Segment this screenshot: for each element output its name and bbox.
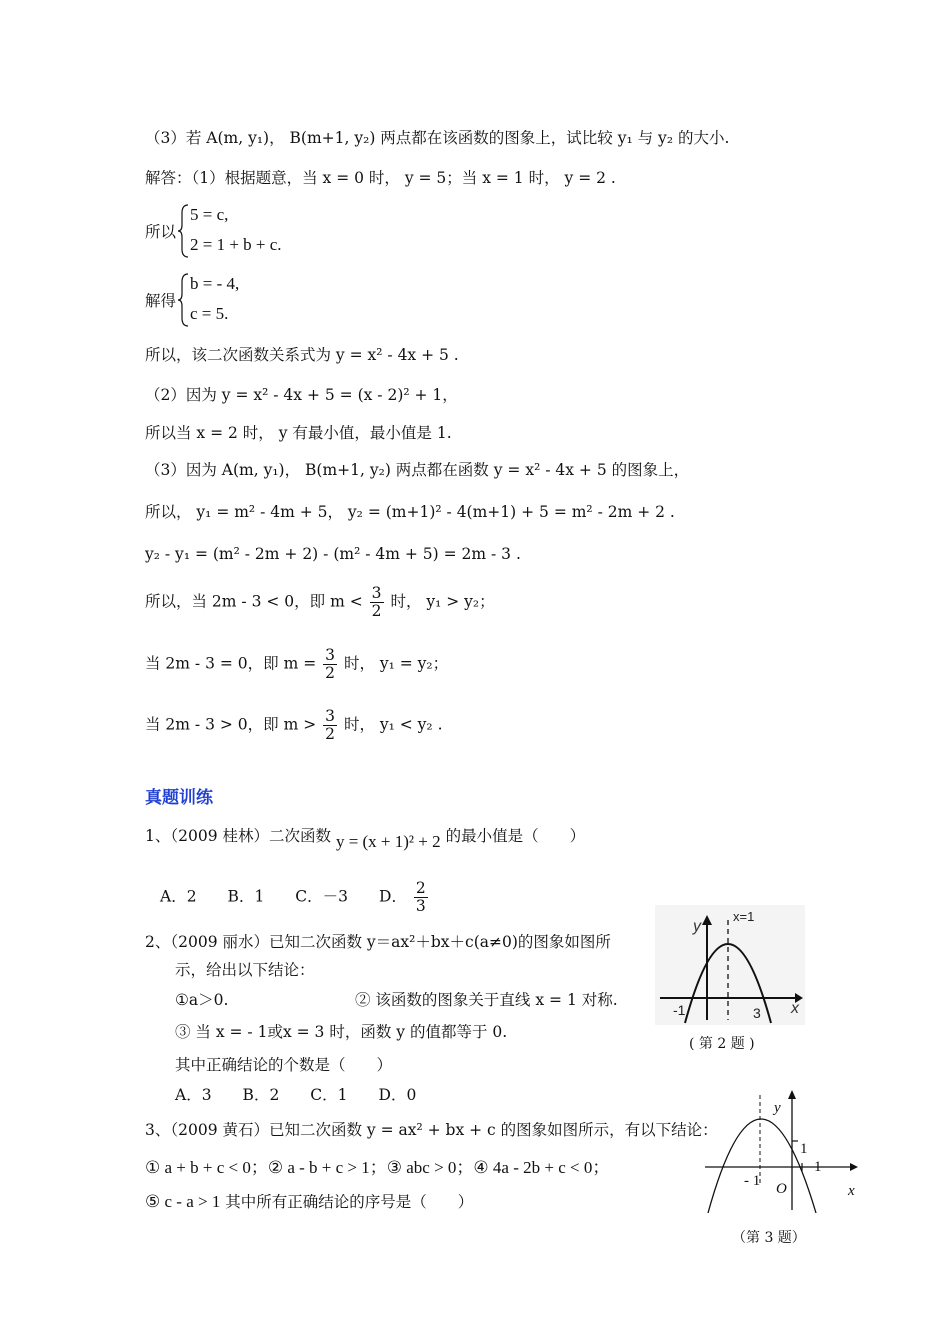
case-3-pre: 当 2m - 3 > 0，即 m >: [145, 715, 317, 734]
problem-3-conclusions: ① a + b + c < 0；② a - b + c > 1；③ abc > 0；④ 4a - 2b + c < 0；: [145, 1158, 610, 1177]
figure-2-caption: ( 第 2 题 ): [689, 1036, 755, 1052]
fraction: [414, 880, 428, 915]
figure-2-line-label: x=1: [733, 909, 755, 924]
answer-2-min-text: 所以当 x = 2 时， y 有最小值，最小值是 1.: [145, 424, 452, 442]
system-1-eq-a: 5 = c,: [190, 205, 229, 224]
fraction-numerator: 3: [325, 646, 335, 664]
system-2-eq-a: b = - 4,: [190, 274, 240, 293]
figure-3-graph: [700, 1085, 870, 1215]
system-2-label: 解得: [145, 292, 177, 310]
left-brace-icon: [178, 272, 190, 328]
fraction-numerator: 3: [371, 584, 382, 602]
answer-2-text: （2）因为 y = x² - 4x + 5 = (x - 2)² + 1，: [145, 386, 458, 404]
case-3-post: 时， y₁ < y₂ .: [343, 715, 443, 734]
problem-2-ask: 其中正确结论的个数是（ ）: [175, 1056, 393, 1074]
problem-3-stem: 3、（2009 黄石）已知二次函数 y = ax² + bx + c 的图象如图所示，有以下结论：: [145, 1121, 718, 1139]
system-1-label: 所以: [145, 223, 177, 241]
problem-1-stem-pre: 1、（2009 桂林）二次函数: [145, 827, 331, 845]
case-1-pre: 所以，当 2m - 3 < 0，即 m <: [145, 592, 363, 611]
question-3-text: （3）若 A(m, y₁)， B(m+1, y₂) 两点都在该函数的图象上，试比较 y₁ 与 y₂ 的大小.: [145, 129, 730, 147]
figure-2-graph: [655, 905, 805, 1025]
problem-2-conclusion-3: ③ 当 x = - 1或x = 3 时，函数 y 的值都等于 0.: [175, 1023, 508, 1041]
figure-2-three-label: 3: [753, 1005, 761, 1021]
case-2-post: 时， y₁ = y₂；: [343, 654, 449, 673]
problem-3-ask: 其中所有正确结论的序号是（ ）: [225, 1193, 474, 1211]
fraction-denominator: 3: [415, 897, 426, 916]
figure-3-x-label: x: [848, 1183, 855, 1199]
figure-3-y-label: y: [774, 1100, 781, 1116]
figure-3-caption: （第 3 题）: [732, 1230, 806, 1246]
system-2-eq-b: c = 5.: [190, 304, 229, 323]
answer-3-difference: y₂ - y₁ = (m² - 2m + 2) - (m² - 4m + 5) = 2m - 3 .: [145, 545, 521, 563]
answer-3-text: （3）因为 A(m, y₁)， B(m+1, y₂) 两点都在函数 y = x² - 4x + 5 的图象上，: [145, 461, 690, 479]
problem-1-options-text: A．2 B．1 C．－3 D．: [160, 887, 407, 906]
case-2: [145, 647, 448, 682]
problem-2-stem-2: 示，给出以下结论：: [175, 961, 315, 979]
fraction-numerator: 2: [415, 879, 426, 897]
fraction-numerator: 3: [325, 707, 335, 725]
case-2-pre: 当 2m - 3 = 0，即 m =: [145, 654, 317, 673]
case-3: [145, 708, 443, 743]
section-title: 真题训练: [145, 788, 213, 807]
case-1: [145, 585, 495, 620]
figure-3-neg1-label: - 1: [744, 1173, 761, 1189]
figure-2-x-label: x: [791, 1000, 799, 1017]
figure-2-neg1-label: -1: [673, 1002, 686, 1018]
answer-1-text: 解答：（1）根据题意，当 x = 0 时， y = 5；当 x = 1 时， y = 2 .: [145, 169, 616, 187]
problem-2-conclusion-1: ①a＞0.: [175, 991, 229, 1009]
fraction-denominator: 2: [325, 664, 335, 683]
problem-1-formula: y = (x + 1)² + 2: [335, 832, 441, 851]
problem-1-stem-post: 的最小值是（ ）: [445, 827, 586, 845]
problem-2-options: A．3 B．2 C．1 D．0: [175, 1086, 417, 1104]
problem-3-conclusion-5: ⑤ c - a > 1: [145, 1192, 221, 1211]
figure-3-y-one-label: 1: [800, 1141, 808, 1157]
problem-1-options: [160, 880, 430, 915]
figure-2-y-label: y: [693, 918, 701, 935]
figure-3-origin-label: O: [776, 1181, 787, 1197]
problem-2-stem: 2、（2009 丽水）已知二次函数 y＝ax²＋bx＋c(a≠0)的图象如图所: [145, 933, 611, 951]
case-1-post: 时， y₁ > y₂；: [390, 592, 495, 611]
relation-text: 所以，该二次函数关系式为 y = x² - 4x + 5 .: [145, 346, 459, 364]
figure-3-x-one-label: 1: [814, 1159, 822, 1175]
fraction: [323, 708, 337, 743]
fraction: [370, 585, 384, 620]
fraction-denominator: 2: [325, 725, 335, 744]
answer-3-values: 所以， y₁ = m² - 4m + 5， y₂ = (m+1)² - 4(m+1) + 5 = m² - 2m + 2 .: [145, 503, 675, 521]
fraction-denominator: 2: [371, 602, 382, 621]
system-1-eq-b: 2 = 1 + b + c.: [190, 235, 282, 254]
fraction: [323, 647, 337, 682]
left-brace-icon: [178, 203, 190, 259]
problem-2-conclusion-2: ② 该函数的图象关于直线 x = 1 对称.: [355, 991, 618, 1009]
parabola-curve: [708, 1119, 816, 1213]
problem-1-stem: [145, 826, 586, 851]
problem-3-conclusions-2: [145, 1192, 473, 1212]
